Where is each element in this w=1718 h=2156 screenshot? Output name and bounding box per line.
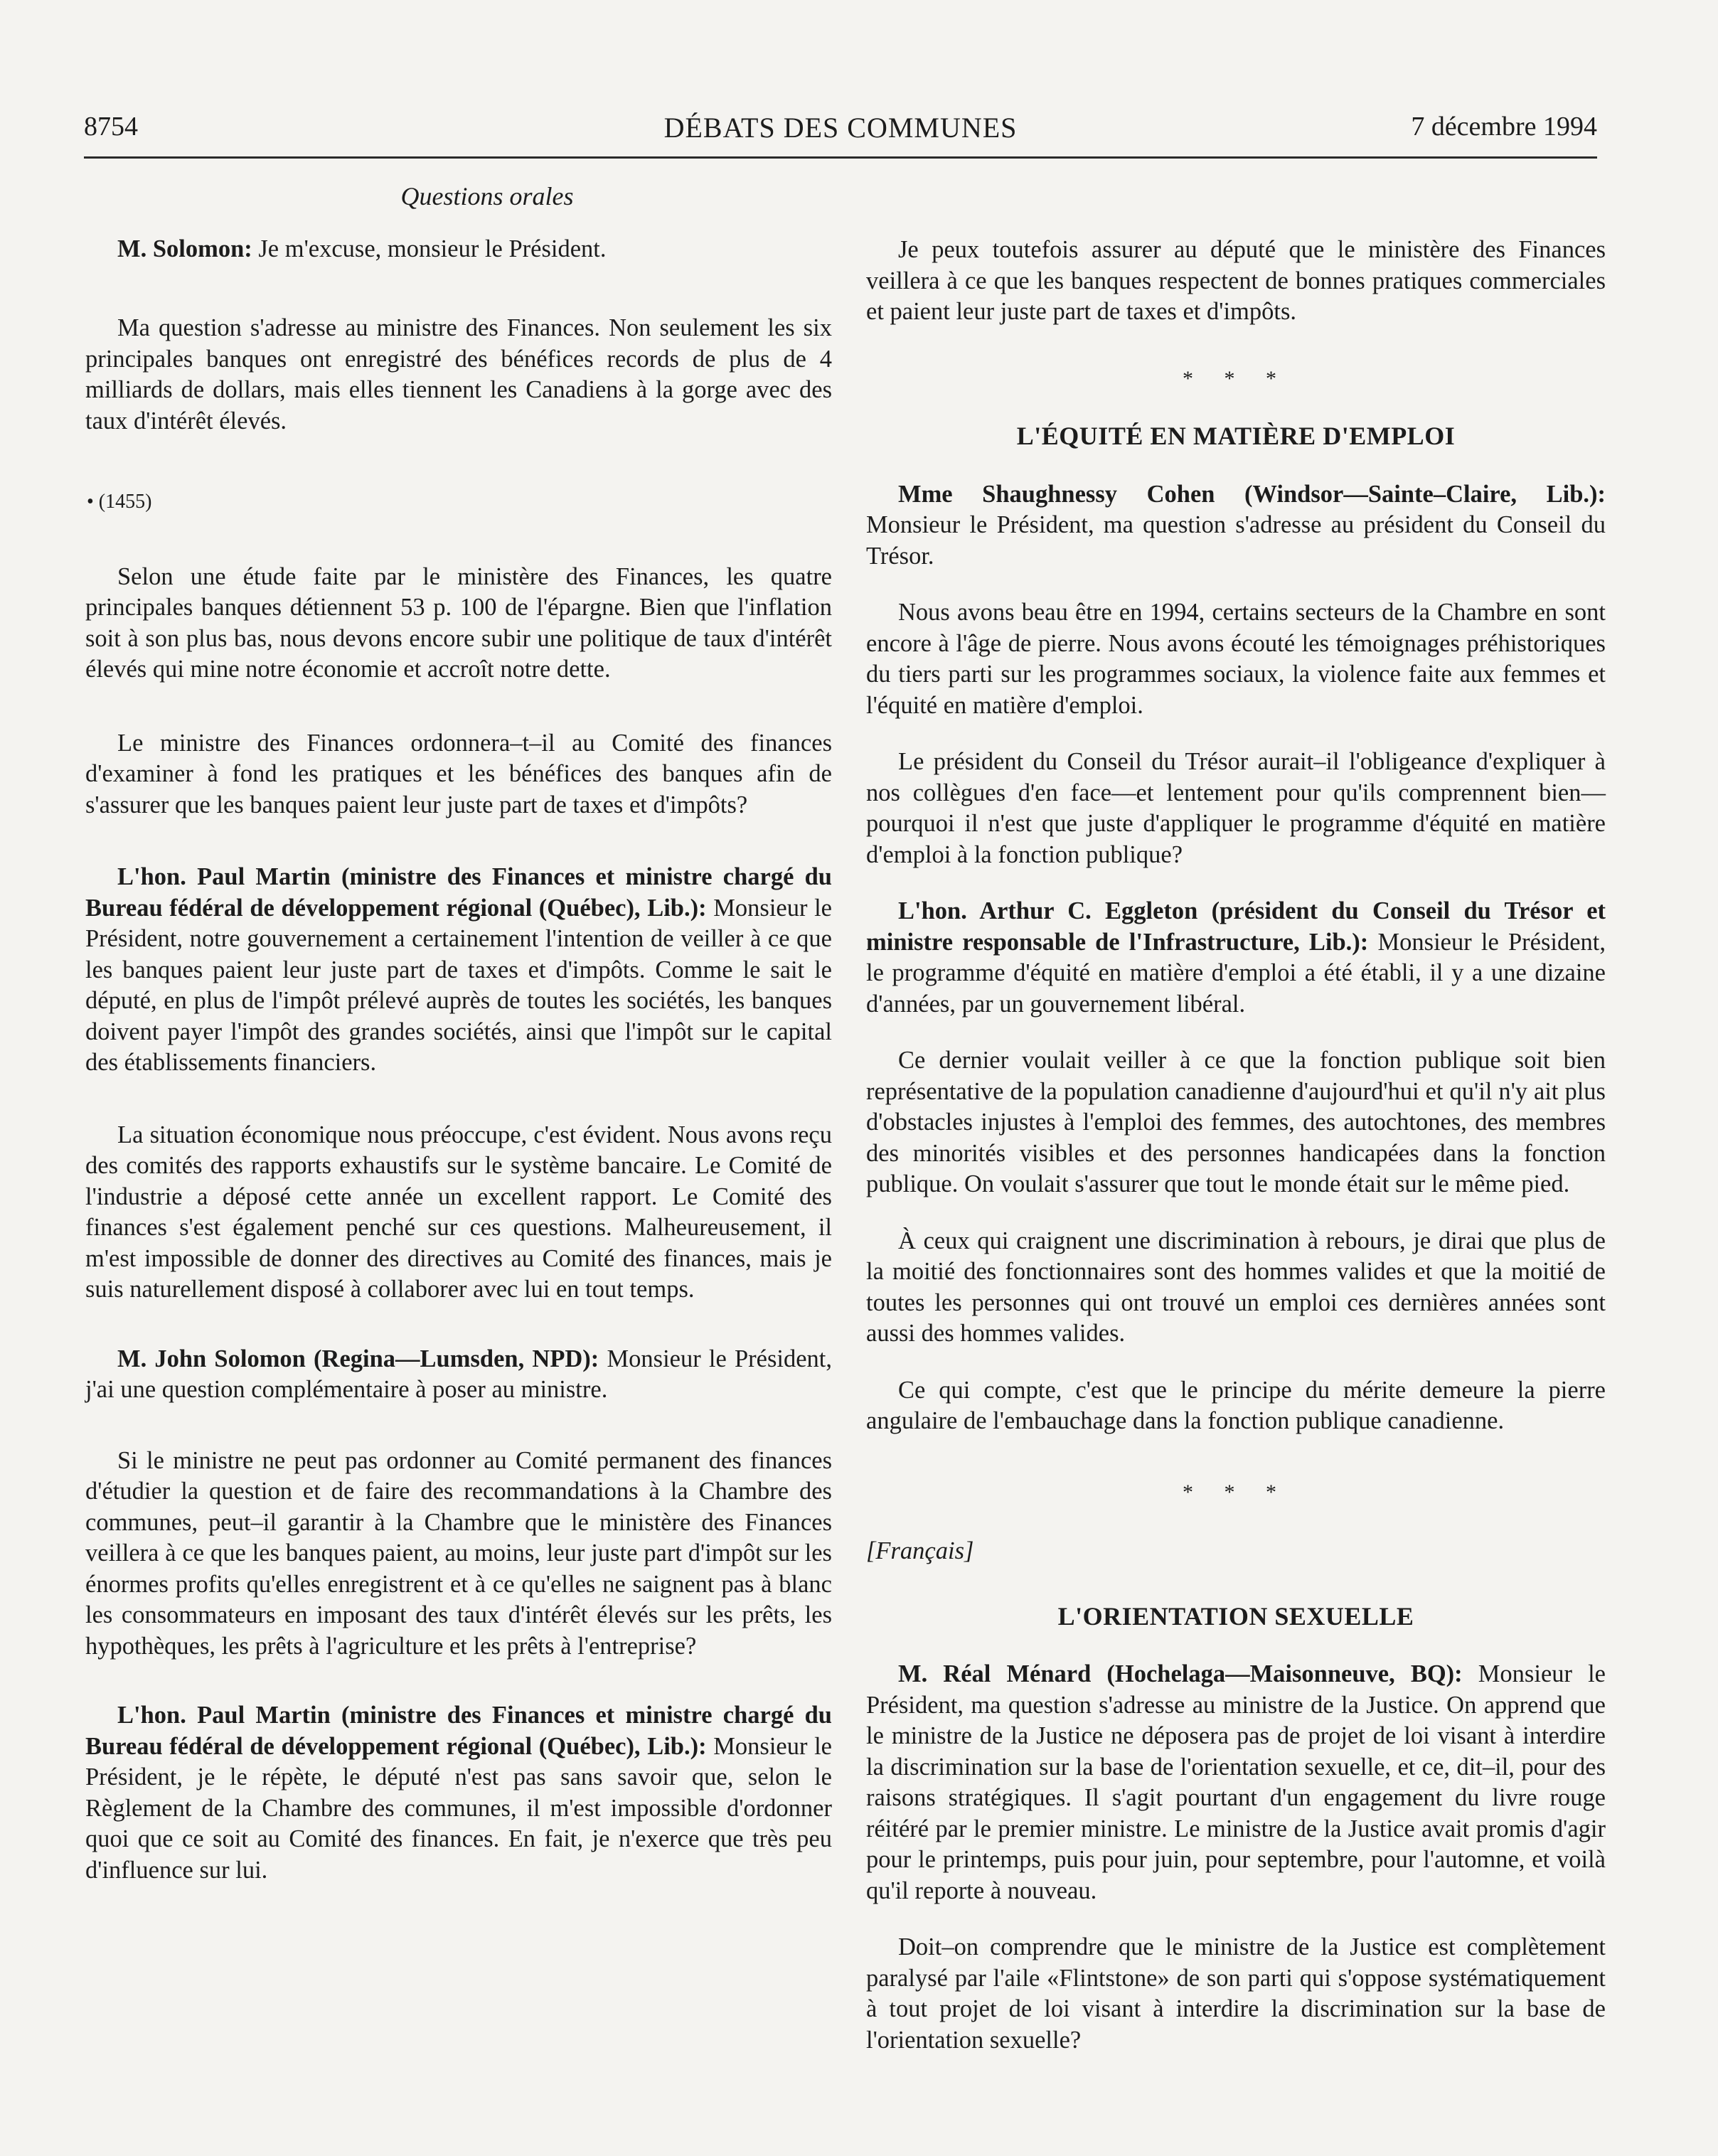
speaker-name: M. Solomon: [117, 235, 252, 262]
speaker-name: Mme Shaughnessy Cohen (Windsor—Sainte–Claire, Lib.): [898, 480, 1606, 508]
paragraph-text: Monsieur le Président, notre gouvernement a certainement l'intention de veiller à ce que les banques paient leur juste part de taxes et d'impôts. Comme le sait le député, en plus de l'impôt prélevé auprès de toutes les sociétés, les banques doivent payer l'impôt des grandes sociétés, ainsi que l'impôt sur le capital des établissements financiers. [85, 894, 832, 1076]
paragraph: Je peux toutefois assurer au député que le ministère des Finances veillera à ce que les banques respectent de bonnes pratiques commerciales et paient leur juste part de taxes et d'impôts. [866, 236, 1606, 325]
section-heading: L'ORIENTATION SEXUELLE [1057, 1601, 1414, 1631]
paragraph: Selon une étude faite par le ministère des Finances, les quatre principales banques détiennent 53 p. 100 de l'épargne. Bien que l'inflation soit à son plus bas, nous devons encore subir une politique de taux d'intérêt élevés qui mine notre économie et accroît notre dette. [85, 562, 832, 683]
section-heading: L'ÉQUITÉ EN MATIÈRE D'EMPLOI [1016, 422, 1456, 450]
time-marker: • (1455) [87, 491, 152, 513]
paragraph: À ceux qui craignent une discrimination à rebours, je dirai que plus de la moitié des fonctionnaires sont des hommes valides et que la moitié de toutes les personnes qui ont trouvé un emploi ces dernières années sont aussi des hommes valides. [866, 1227, 1606, 1347]
paragraph: Si le ministre ne peut pas ordonner au Comité permanent des finances d'étudier la question et de faire des recommandations à la Chambre des communes, peut–il garantir à la Chambre que le ministère des Finances veillera à ce que les banques paient, au moins, leur juste part d'impôt sur les énormes profits qu'elles enregistrent et à ce qu'elles ne saignent pas à blanc les consommateurs en imposant des taux d'intérêt élevés sur les prêts, les hypothèques, les prêts à l'agriculture et les prêts à l'entreprise? [85, 1446, 832, 1660]
page-number: 8754 [84, 112, 138, 142]
paragraph: Doit–on comprendre que le ministre de la Justice est complètement paralysé par l'aile «Flintstone» de son parti qui s'oppose systématiquement à tout projet de loi visant à interdire la discrimination sur la base de l'orientation sexuelle? [866, 1933, 1606, 2054]
speaker-name: M. Réal Ménard (Hochelaga—Maisonneuve, BQ): [898, 1660, 1463, 1687]
language-tag: [Français] [866, 1537, 974, 1564]
paragraph: Ce qui compte, c'est que le principe du mérite demeure la pierre angulaire de l'embauchage dans la fonction publique canadienne. [866, 1376, 1606, 1434]
paragraph-text: Monsieur le Président, ma question s'adresse au ministre de la Justice. On apprend que le ministre de la Justice ne déposera pas de projet de loi visant à interdire la discrimination sur la base de l'orientation sexuelle, et ce, dit–il, pour des raisons stratégiques. Il s'agit pourtant d'un engagement du livre rouge réitéré par le premier ministre. Le ministre de la Justice avait promis d'agir pour le printemps, puis pour juin, pour septembre, pour l'automne, et voilà qu'il reporte à nouveau. [866, 1660, 1606, 1904]
speaker-name: L'hon. Arthur C. Eggleton (président du Conseil du Trésor et ministre responsable de l'Infrastructure, Lib.): [866, 897, 1606, 956]
section-label: Questions orales [400, 182, 574, 210]
paragraph [866, 896, 1606, 1020]
paragraph [85, 862, 832, 1079]
speaker-name: L'hon. Paul Martin (ministre des Finances et ministre chargé du Bureau fédéral de développement régional (Québec), Lib.): [85, 1702, 832, 1760]
paragraph-text: Je m'excuse, monsieur le Président. [252, 235, 607, 262]
section-separator: * * * [1183, 366, 1289, 390]
paragraph: Le président du Conseil du Trésor aurait–il l'obligeance d'expliquer à nos collègues d'en face—et lentement pour qu'ils comprennent bien—pourquoi il n'est que juste d'appliquer le programme d'équité en matière d'emploi à la fonction publique? [866, 748, 1606, 868]
publication-date: 7 décembre 1994 [1411, 112, 1597, 142]
paragraph-text: Monsieur le Président, j'ai une question complémentaire à poser au ministre. [85, 1345, 832, 1403]
paragraph: La situation économique nous préoccupe, c'est évident. Nous avons reçu des comités des rapports exhaustifs sur le système bancaire. Le Comité de l'industrie a déposé cette année un excellent rapport. Le Comité des finances s'est également penché sur ces questions. Malheureusement, il m'est impossible de donner des directives au Comité des finances, mais je suis naturellement disposé à collaborer avec lui en tout temps. [85, 1121, 832, 1303]
paragraph-text: Monsieur le Président, ma question s'adresse au président du Conseil du Trésor. [866, 511, 1606, 570]
paragraph [85, 1700, 832, 1886]
paragraph [85, 1344, 832, 1406]
paragraph: Nous avons beau être en 1994, certains secteurs de la Chambre en sont encore à l'âge de pierre. Nous avons écouté les témoignages préhistoriques du tiers parti sur les programmes sociaux, la violence faite aux femmes et l'équité en matière d'emploi. [866, 599, 1606, 719]
speaker-name: L'hon. Paul Martin (ministre des Finances et ministre chargé du Bureau fédéral de développement régional (Québec), Lib.): [85, 863, 832, 922]
paragraph [866, 479, 1606, 572]
paragraph-text: Monsieur le Président, je le répète, le député n'est pas sans savoir que, selon le Règlement de la Chambre des communes, il m'est impossible d'ordonner quoi que ce soit au Comité des finances. En fait, je n'exerce que très peu d'influence sur lui. [85, 1732, 832, 1884]
publication-title: DÉBATS DES COMMUNES [663, 112, 1018, 144]
paragraph-text: Monsieur le Président, le programme d'équité en matière d'emploi a été établi, il y a une dizaine d'années, par un gouvernement libéral. [866, 928, 1606, 1018]
section-separator: * * * [1183, 1480, 1289, 1504]
left-column [85, 181, 832, 1886]
paragraph [866, 1659, 1606, 1906]
paragraph: Ma question s'adresse au ministre des Finances. Non seulement les six principales banques ont enregistré des bénéfices records de plus de 4 milliards de dollars, mais elles tiennent les Canadiens à la gorge avec des taux d'intérêt élevés. [85, 314, 832, 434]
page-header [84, 107, 1597, 159]
right-column [866, 235, 1606, 2056]
paragraph: Le ministre des Finances ordonnera–t–il au Comité des finances d'examiner à fond les pratiques et les bénéfices des banques afin de s'assurer que les banques paient leur juste part de taxes et d'impôts? [85, 729, 832, 818]
speaker-name: M. John Solomon (Regina—Lumsden, NPD): [117, 1345, 599, 1372]
paragraph [85, 234, 832, 265]
paragraph: Ce dernier voulait veiller à ce que la fonction publique soit bien représentative de la population canadienne d'aujourd'hui et qu'il n'y ait plus d'obstacles injustes à l'emploi des femmes, des autochtones, des membres des minorités visibles et des personnes handicapées dans la fonction publique. On voulait s'assurer que tout le monde était sur le même pied. [866, 1047, 1606, 1197]
